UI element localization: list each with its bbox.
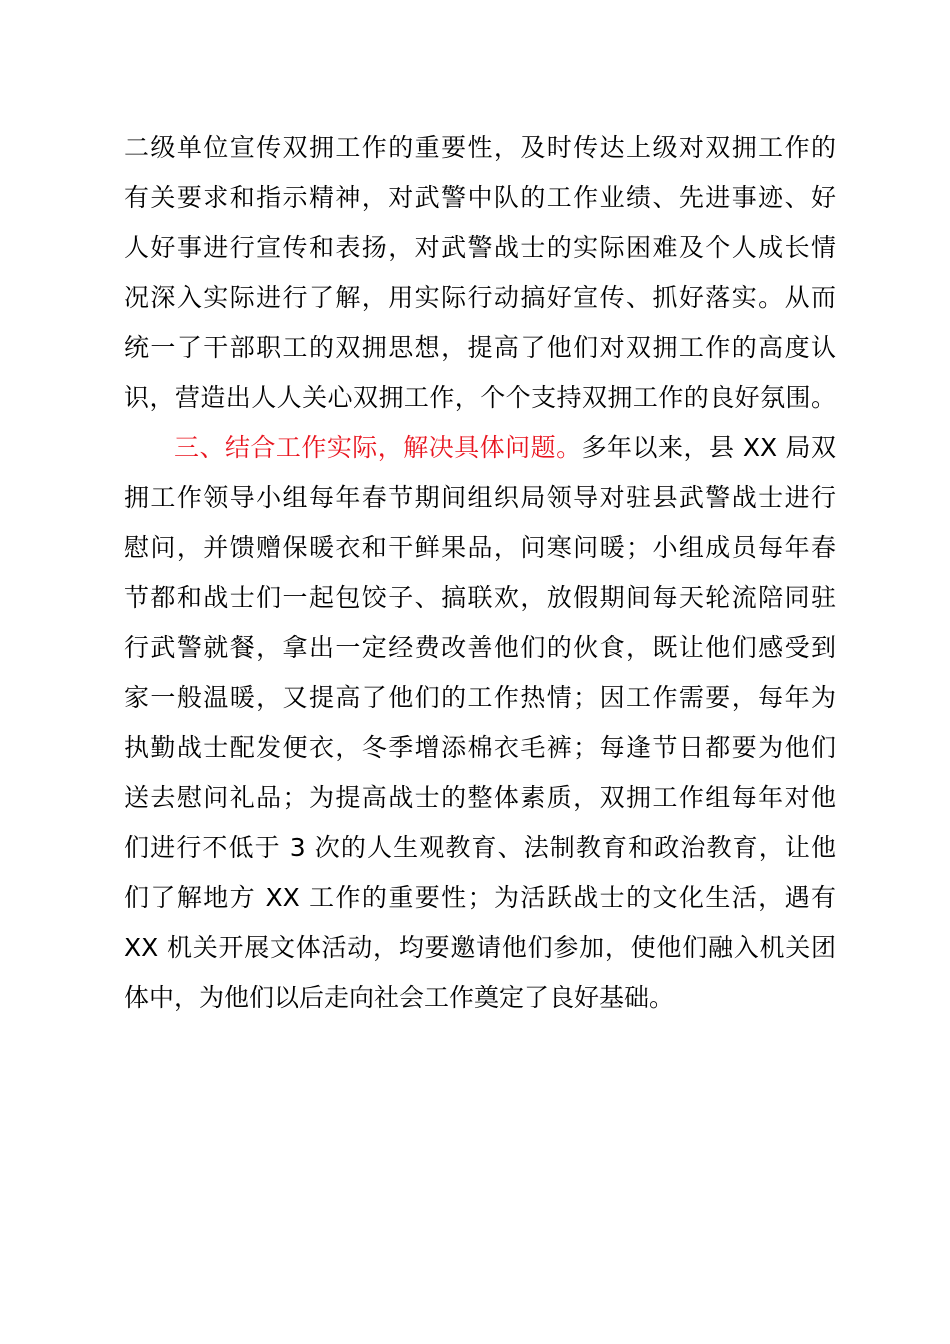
document-body <box>124 123 836 1023</box>
text-line: 人好事进行宣传和表扬，对武警战士的实际困难及个人成长情 <box>124 233 836 262</box>
text-line: 慰问，并馈赠保暖衣和干鲜果品，问寒问暖；小组成员每年春 <box>124 533 836 562</box>
text-line: 们了解地方 XX 工作的重要性；为活跃战士的文化生活，遇有 <box>124 883 836 912</box>
text-line: 行武警就餐，拿出一定经费改善他们的伙食，既让他们感受到 <box>124 633 836 662</box>
text-line: 况深入实际进行了解，用实际行动搞好宣传、抓好落实。从而 <box>124 283 836 312</box>
text-line: 节都和战士们一起包饺子、搞联欢，放假期间每天轮流陪同驻 <box>124 583 836 612</box>
text-line: XX 机关开展文体活动，均要邀请他们参加，使他们融入机关团 <box>124 933 836 962</box>
text-line: 送去慰问礼品；为提高战士的整体素质，双拥工作组每年对他 <box>124 783 836 812</box>
section-heading: 三、结合工作实际，解决具体问题。 <box>174 433 582 462</box>
text-line: 识，营造出人人关心双拥工作，个个支持双拥工作的良好氛围。 <box>124 383 836 412</box>
text-line: 有关要求和指示精神，对武警中队的工作业绩、先进事迹、好 <box>124 183 836 212</box>
text-line: 们进行不低于 3 次的人生观教育、法制教育和政治教育，让他 <box>124 833 836 862</box>
text-line: 二级单位宣传双拥工作的重要性，及时传达上级对双拥工作的 <box>124 133 836 162</box>
text-line: 拥工作领导小组每年春节期间组织局领导对驻县武警战士进行 <box>124 483 836 512</box>
text-line: 家一般温暖，又提高了他们的工作热情；因工作需要，每年为 <box>124 683 836 712</box>
text-line: 体中，为他们以后走向社会工作奠定了良好基础。 <box>124 983 675 1012</box>
text-line: 执勤战士配发便衣，冬季增添棉衣毛裤；每逢节日都要为他们 <box>124 733 836 762</box>
text-line-continuation: 多年以来，县 XX 局双 <box>581 433 836 462</box>
text-line: 统一了干部职工的双拥思想，提高了他们对双拥工作的高度认 <box>124 333 836 362</box>
section-heading-line <box>124 423 836 473</box>
